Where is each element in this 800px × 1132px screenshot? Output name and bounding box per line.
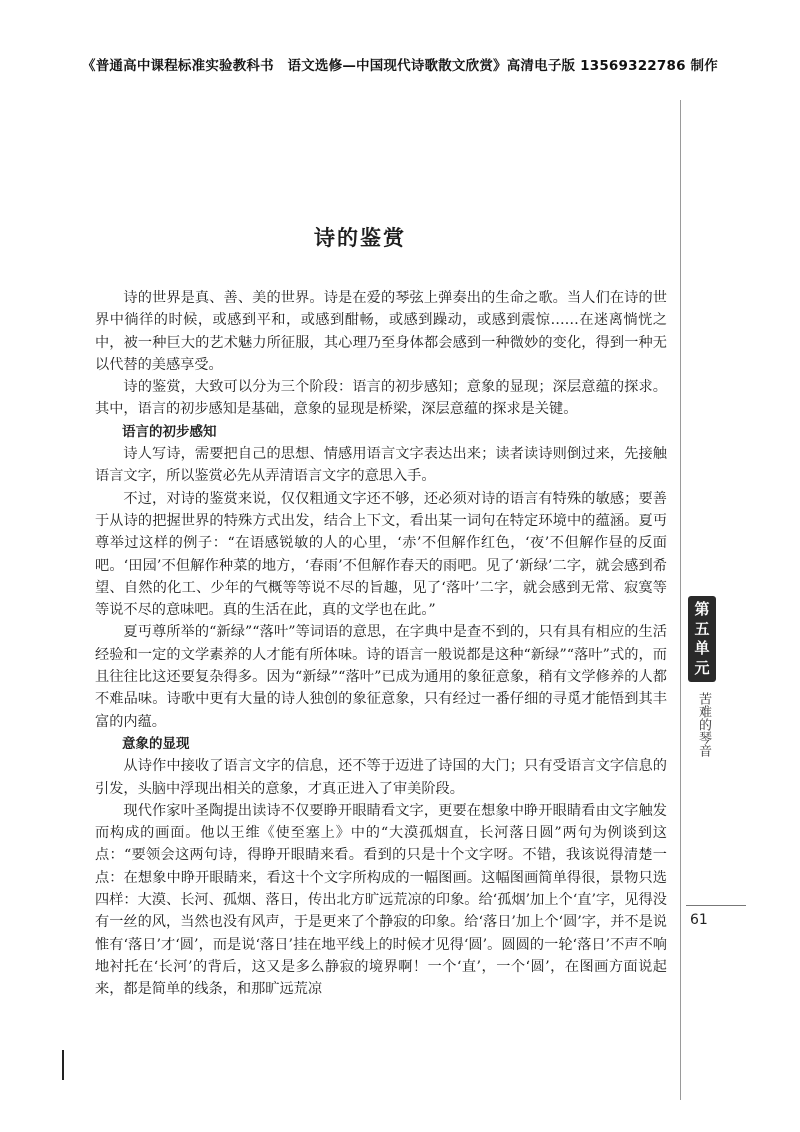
chapter-char: 元 xyxy=(694,658,710,677)
running-header: 《普通高中课程标准实验教科书 语文选修—中国现代诗歌散文欣赏》高清电子版 13569322786 制作 xyxy=(82,58,718,74)
paragraph: 诗的世界是真、善、美的世界。诗是在爱的琴弦上弹奏出的生命之歌。当人们在诗的世界中徜徉的时候，或感到平和，或感到酣畅，或感到躁动，或感到震惊……在迷离惝恍之中，被一种巨大的艺术魅力所征服，其心理乃至身体都会感到一种微妙的变化，得到一种无以代替的美感享受。 xyxy=(95,290,667,373)
page-number: 61 xyxy=(690,912,708,928)
page-number-rule xyxy=(686,905,746,906)
chapter-char: 单 xyxy=(694,639,710,658)
binding-mark xyxy=(62,1050,64,1080)
chapter-tab xyxy=(688,596,716,682)
unit-title: 苦难的琴音 xyxy=(696,692,711,757)
article-title: 诗的鉴赏 xyxy=(314,226,406,250)
paragraph: 从诗作中接收了语言文字的信息，还不等于迈进了诗国的大门；只有受语言文字信息的引发，头脑中浮现出相关的意象，才真正进入了审美阶段。 xyxy=(95,758,667,797)
paragraph: 不过，对诗的鉴赏来说，仅仅粗通文字还不够，还必须对诗的语言有特殊的敏感；要善于从诗的把握世界的特殊方式出发，结合上下文，看出某一词句在特定环境中的蕴涵。夏丏尊举过这样的例子：“在语感锐敏的人的心里，‘赤’不但解作红色，‘夜’不但解作昼的反面吧。‘田园’不但解作种菜的地方，‘春雨’不但解作春天的雨吧。见了‘新绿’二字，就会感到希望、自然的化工、少年的气概等等说不尽的旨趣，见了‘落叶’二字，就会感到无常、寂寞等等说不尽的意味吧。真的生活在此，真的文学也在此。” xyxy=(95,490,667,619)
section-heading: 语言的初步感知 xyxy=(122,423,217,440)
paragraph: 诗的鉴赏，大致可以分为三个阶段：语言的初步感知；意象的显现；深层意蕴的探求。其中，语言的初步感知是基础，意象的显现是桥梁，深层意蕴的探求是关键。 xyxy=(95,379,667,418)
article-body xyxy=(95,287,667,1001)
chapter-char: 五 xyxy=(694,619,710,638)
paragraph: 现代作家叶圣陶提出读诗不仅要睁开眼睛看文字，更要在想象中睁开眼睛看由文字触发而构成的画面。他以王维《使至塞上》中的“大漠孤烟直，长河落日圆”两句为例谈到这点：“要领会这两句诗，得睁开眼睛来看。看到的只是十个文字呀。不错，我该说得清楚一点：在想象中睁开眼睛来，看这十个文字所构成的一幅图画。这幅图画简单得很，景物只选四样：大漠、长河、孤烟、落日，传出北方旷远荒凉的印象。给‘孤烟’加上个‘直’字，见得没有一丝的风，当然也没有风声，于是更来了个静寂的印象。给‘落日’加上个‘圆’字，并不是说惟有‘落日’才‘圆’，而是说‘落日’挂在地平线上的时候才见得‘圆’。圆圆的一轮‘落日’不声不响地衬托在‘长河’的背后，这又是多么静寂的境界啊！一个‘直’，一个‘圆’，在图画方面说起来，都是简单的线条，和那旷远荒凉 xyxy=(95,802,667,998)
paragraph: 诗人写诗，需要把自己的思想、情感用语言文字表达出来；读者读诗则倒过来，先接触语言文字，所以鉴赏必先从弄清语言文字的意思入手。 xyxy=(95,446,667,485)
section-heading: 意象的显现 xyxy=(122,735,190,752)
chapter-char: 第 xyxy=(694,600,710,619)
paragraph: 夏丏尊所举的“新绿”“落叶”等词语的意思，在字典中是查不到的，只有具有相应的生活经验和一定的文学素养的人才能有所体味。诗的语言一般说都是这种“新绿”“落叶”式的，而且往往比这还要复杂得多。因为“新绿”“落叶”已成为通用的象征意象，稍有文学修养的人都不难品味。诗歌中更有大量的诗人独创的象征意象，只有经过一番仔细的寻觅才能悟到其丰富的内蕴。 xyxy=(95,624,667,730)
